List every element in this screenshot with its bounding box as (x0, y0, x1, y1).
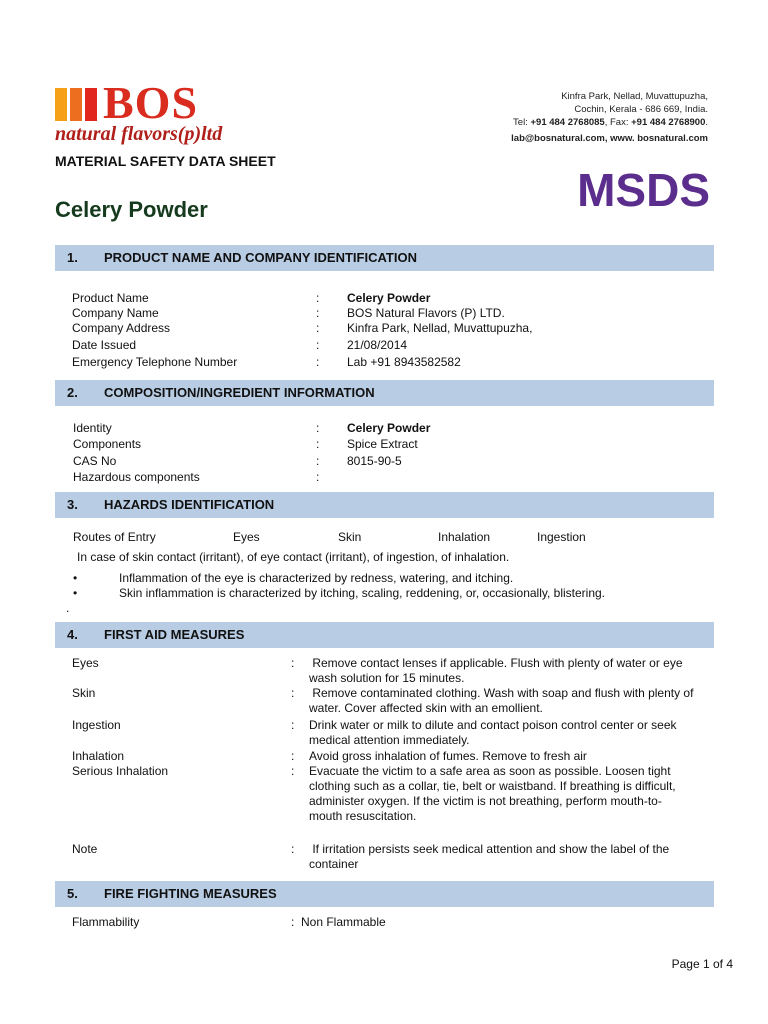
document-type-label: MATERIAL SAFETY DATA SHEET (55, 153, 276, 169)
section-title: FIRST AID MEASURES (104, 627, 245, 642)
product-title: Celery Powder (55, 197, 208, 222)
address-line-1: Kinfra Park, Nellad, Muvattupuzha, (561, 91, 708, 102)
section-number: 3. (67, 497, 78, 512)
section-1-header (55, 245, 714, 271)
aid-text: Remove contaminated clothing. Wash with soap and flush with plenty of water. Cover affected skin with an emollient. (309, 686, 697, 715)
route-skin: Skin (338, 530, 362, 544)
fax-end: . (705, 117, 708, 128)
aid-text: If irritation persists seek medical attention and show the label of the container (309, 842, 673, 871)
route-ingestion: Ingestion (537, 530, 586, 544)
aid-text: Evacuate the victim to a safe area as soon as possible. Loosen tight clothing such as a collar, tie, belt or waistband. If breathing is difficult, administer oxygen. If the victim is not breathing, perform mouth-to-mouth resuscitation. (309, 764, 676, 823)
email-web-links[interactable]: lab@bosnatural.com, www. bosnatural.com (511, 133, 708, 144)
bullet-icon: • (73, 586, 78, 600)
section-title: HAZARDS IDENTIFICATION (104, 497, 275, 512)
field-value: BOS Natural Flavors (P) LTD. (347, 306, 505, 320)
aid-label: Serious Inhalation (72, 764, 169, 778)
field-sep: : (316, 355, 320, 369)
field-sep: : (316, 321, 320, 335)
aid-sep: : (291, 764, 295, 778)
route-eyes: Eyes (233, 530, 260, 544)
address-contact (513, 115, 708, 130)
aid-label: Inhalation (72, 749, 125, 763)
field-sep: : (316, 470, 320, 484)
tel-label: Tel: (513, 117, 531, 128)
aid-text: Remove contact lenses if applicable. Flush with plenty of water or eye wash solution for 15 minutes. (309, 656, 686, 685)
fire-value: : Non Flammable (291, 915, 386, 929)
tel-number: +91 484 2768085 (530, 117, 605, 128)
field-value: Spice Extract (347, 437, 418, 451)
aid-sep: : (291, 842, 295, 856)
section-4-header (55, 622, 714, 648)
field-sep: : (316, 338, 320, 352)
section-2-header (55, 380, 714, 406)
aid-sep: : (291, 686, 295, 700)
address-line-2: Cochin, Kerala - 686 669, India. (574, 104, 708, 115)
fax-number: +91 484 2768900 (631, 117, 706, 128)
trailing-dot: . (66, 601, 70, 615)
section-number: 1. (67, 250, 78, 265)
field-value: Kinfra Park, Nellad, Muvattupuzha, (347, 321, 533, 335)
route-inhalation: Inhalation (438, 530, 491, 544)
msds-badge: MSDS (577, 164, 710, 216)
section-number: 4. (67, 627, 78, 642)
hazard-bullet: Skin inflammation is characterized by itching, scaling, reddening, or, occasionally, blistering. (119, 586, 606, 600)
bullet-icon: • (73, 571, 78, 585)
aid-sep: : (291, 718, 295, 732)
section-number: 5. (67, 886, 78, 901)
field-sep: : (316, 421, 320, 435)
logo-tagline: natural flavors(p)ltd (55, 123, 223, 145)
fax-label: , Fax: (604, 117, 632, 128)
field-sep: : (316, 437, 320, 451)
field-sep: : (316, 291, 320, 305)
section-number: 2. (67, 385, 78, 400)
aid-sep: : (291, 749, 295, 763)
hazard-bullet: Inflammation of the eye is characterized by redness, watering, and itching. (119, 571, 514, 585)
aid-label: Eyes (72, 656, 99, 670)
aid-label: Note (72, 842, 98, 856)
field-value: Celery Powder (347, 291, 431, 305)
section-title: FIRE FIGHTING MEASURES (104, 886, 277, 901)
section-title: COMPOSITION/INGREDIENT INFORMATION (104, 385, 375, 400)
field-value: Lab +91 8943582582 (347, 355, 461, 369)
field-label: CAS No (73, 454, 117, 468)
logo-bar-2 (70, 88, 82, 121)
section-5-header (55, 881, 714, 907)
field-label: Emergency Telephone Number (72, 355, 238, 369)
section-3-header (55, 492, 714, 518)
field-label: Hazardous components (73, 470, 200, 484)
logo-bar-3 (85, 88, 97, 121)
field-value: Celery Powder (347, 421, 431, 435)
logo-bars-icon (55, 88, 99, 121)
aid-text: Drink water or milk to dilute and contact poison control center or seek medical attention immediately. (309, 718, 677, 747)
field-label: Identity (73, 421, 112, 435)
routes-label: Routes of Entry (73, 530, 156, 544)
field-label: Company Address (72, 321, 171, 335)
page-number: Page 1 of 4 (671, 957, 733, 971)
section-title: PRODUCT NAME AND COMPANY IDENTIFICATION (104, 250, 417, 265)
field-label: Product Name (72, 291, 149, 305)
field-sep: : (316, 306, 320, 320)
aid-text: Avoid gross inhalation of fumes. Remove to fresh air (309, 749, 587, 763)
field-value: 8015-90-5 (347, 454, 402, 468)
field-sep: : (316, 454, 320, 468)
aid-label: Skin (72, 686, 96, 700)
aid-sep: : (291, 656, 295, 670)
field-label: Company Name (72, 306, 159, 320)
logo-bar-1 (55, 88, 67, 121)
hazard-summary: In case of skin contact (irritant), of eye contact (irritant), of ingestion, of inhalation. (77, 550, 510, 564)
aid-label: Ingestion (72, 718, 121, 732)
fire-label: Flammability (72, 915, 140, 929)
logo-wordmark: BOS (103, 77, 199, 128)
field-label: Date Issued (72, 338, 137, 352)
field-label: Components (73, 437, 142, 451)
field-value: 21/08/2014 (347, 338, 408, 352)
